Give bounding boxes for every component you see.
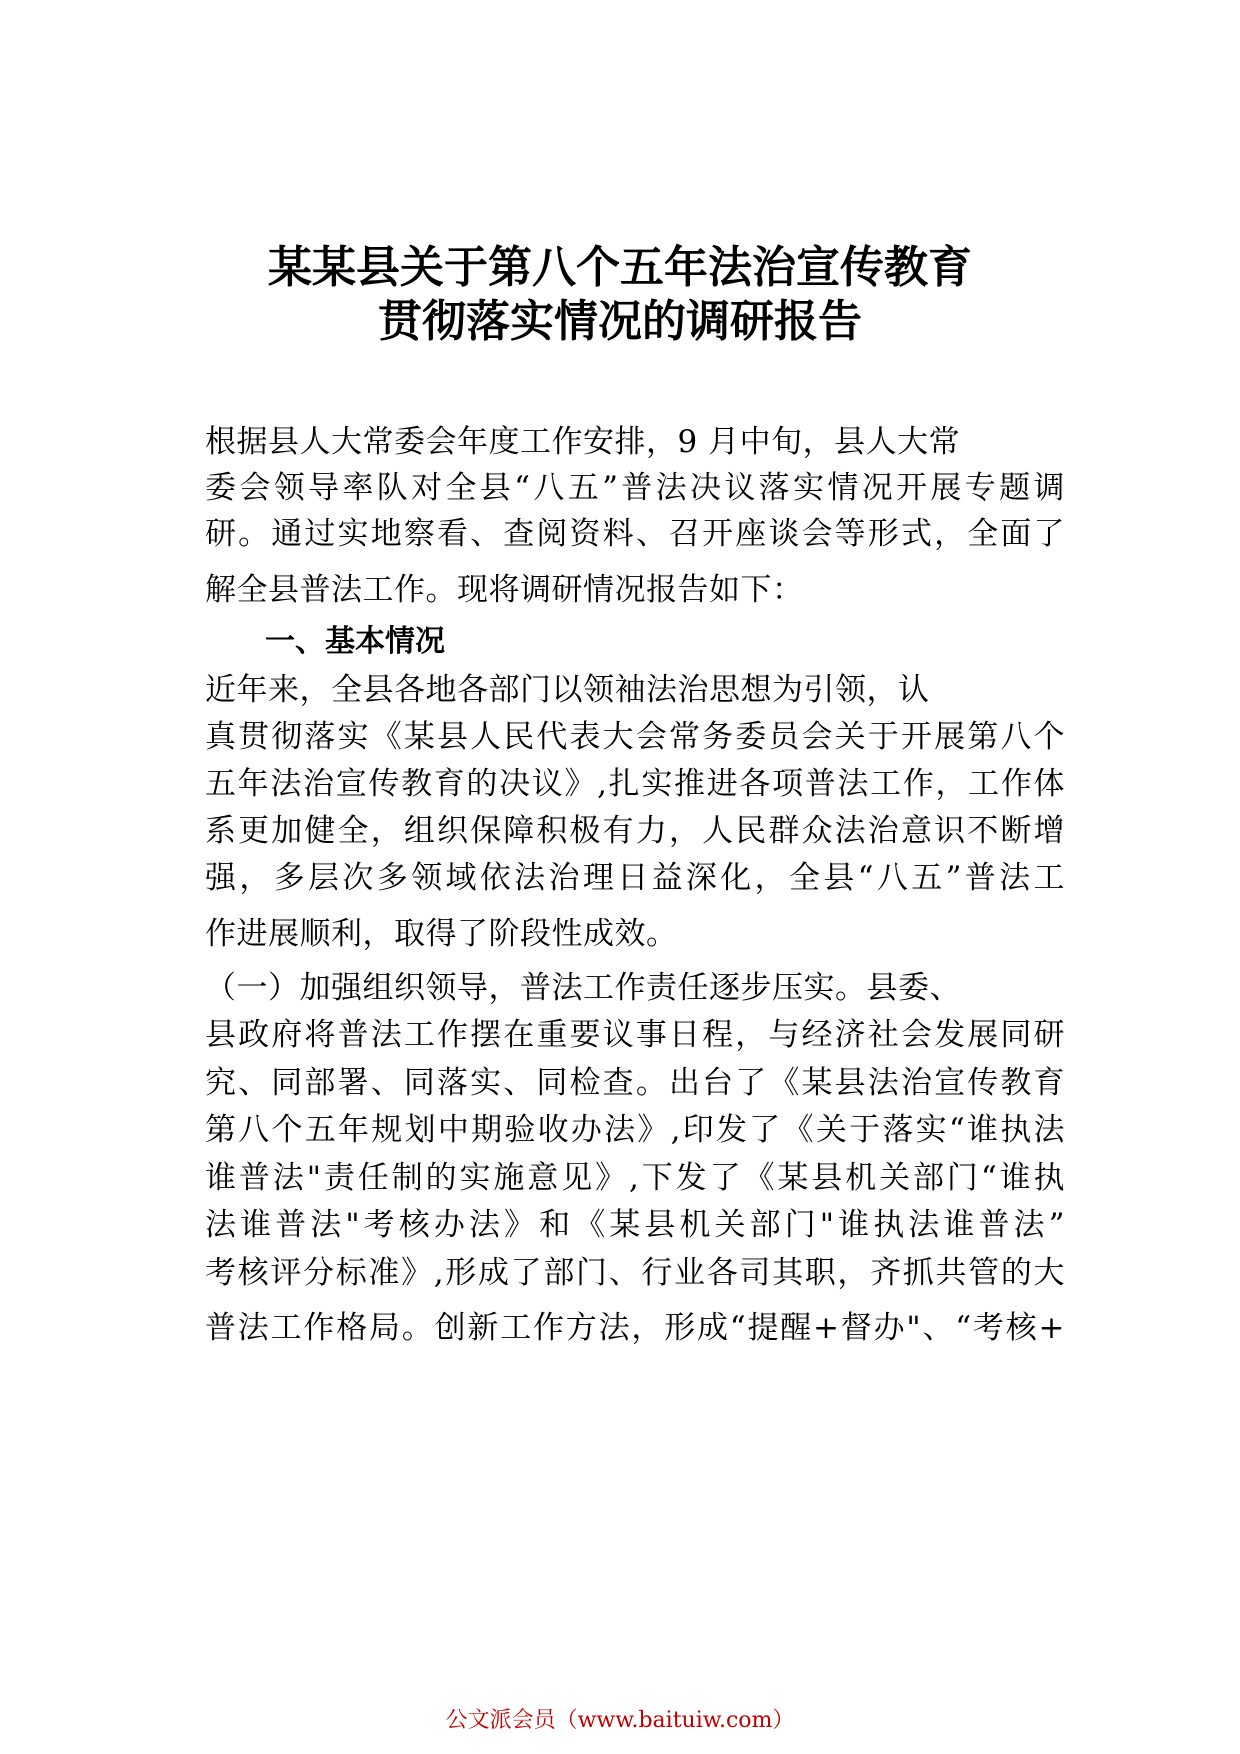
section-heading: 一、基本情况 [265,624,445,659]
paragraph-3-line-7: 考核评分标准》,形成了部门、行业各司其职，齐抓共管的大 [205,1255,1065,1291]
paragraph-1-line-1: 根据县人大常委会年度工作安排，9 月中旬，县人大常 [205,424,961,460]
paragraph-1-line-2: 委会领导率队对全县“八五”普法决议落实情况开展专题调 [205,470,1065,506]
paragraph-3-line-4: 第八个五年规划中期验收办法》,印发了《关于落实“谁执法 [205,1112,1065,1148]
document-title-line-2: 贯彻落实情况的调研报告 [378,296,862,347]
paragraph-2-line-2: 真贯彻落实《某县人民代表大会常务委员会关于开展第八个 [205,719,1065,755]
paragraph-3-line-5: 谁普法"责任制的实施意见》,下发了《某县机关部门“谁执 [205,1160,1065,1196]
paragraph-1-line-3: 研。通过实地察看、查阅资料、召开座谈会等形式，全面了 [205,516,1065,552]
paragraph-2-line-1: 近年来，全县各地各部门以领袖法治思想为引领，认 [205,672,930,708]
paragraph-1-line-4: 解全县普法工作。现将调研情况报告如下： [205,572,804,608]
paragraph-3-line-2: 县政府将普法工作摆在重要议事日程，与经济社会发展同研 [205,1017,1065,1053]
paragraph-2-line-6: 作进展顺利，取得了阶段性成效。 [205,916,678,952]
paragraph-3-line-6: 法谁普法"考核办法》和《某县机关部门"谁执法谁普法” [205,1207,1065,1243]
paragraph-2-line-5: 强，多层次多领域依法治理日益深化，全县“八五”普法工 [205,860,1065,896]
paragraph-3-line-1: （一）加强组织领导，普法工作责任逐步压实。县委、 [205,970,961,1006]
paragraph-3-line-8: 普法工作格局。创新工作方法，形成“提醒+督办"、“考核+ [205,1310,1065,1346]
footer-watermark: 公文派会员（www.baituiw.com） [445,1708,795,1733]
paragraph-2-line-3: 五年法治宣传教育的决议》,扎实推进各项普法工作，工作体 [205,766,1065,802]
paragraph-3-line-3: 究、同部署、同落实、同检查。出台了《某县法治宣传教育 [205,1065,1065,1101]
document-title-line-1: 某某县关于第八个五年法治宣传教育 [268,242,972,293]
paragraph-2-line-4: 系更加健全，组织保障积极有力，人民群众法治意识不断增 [205,813,1065,849]
